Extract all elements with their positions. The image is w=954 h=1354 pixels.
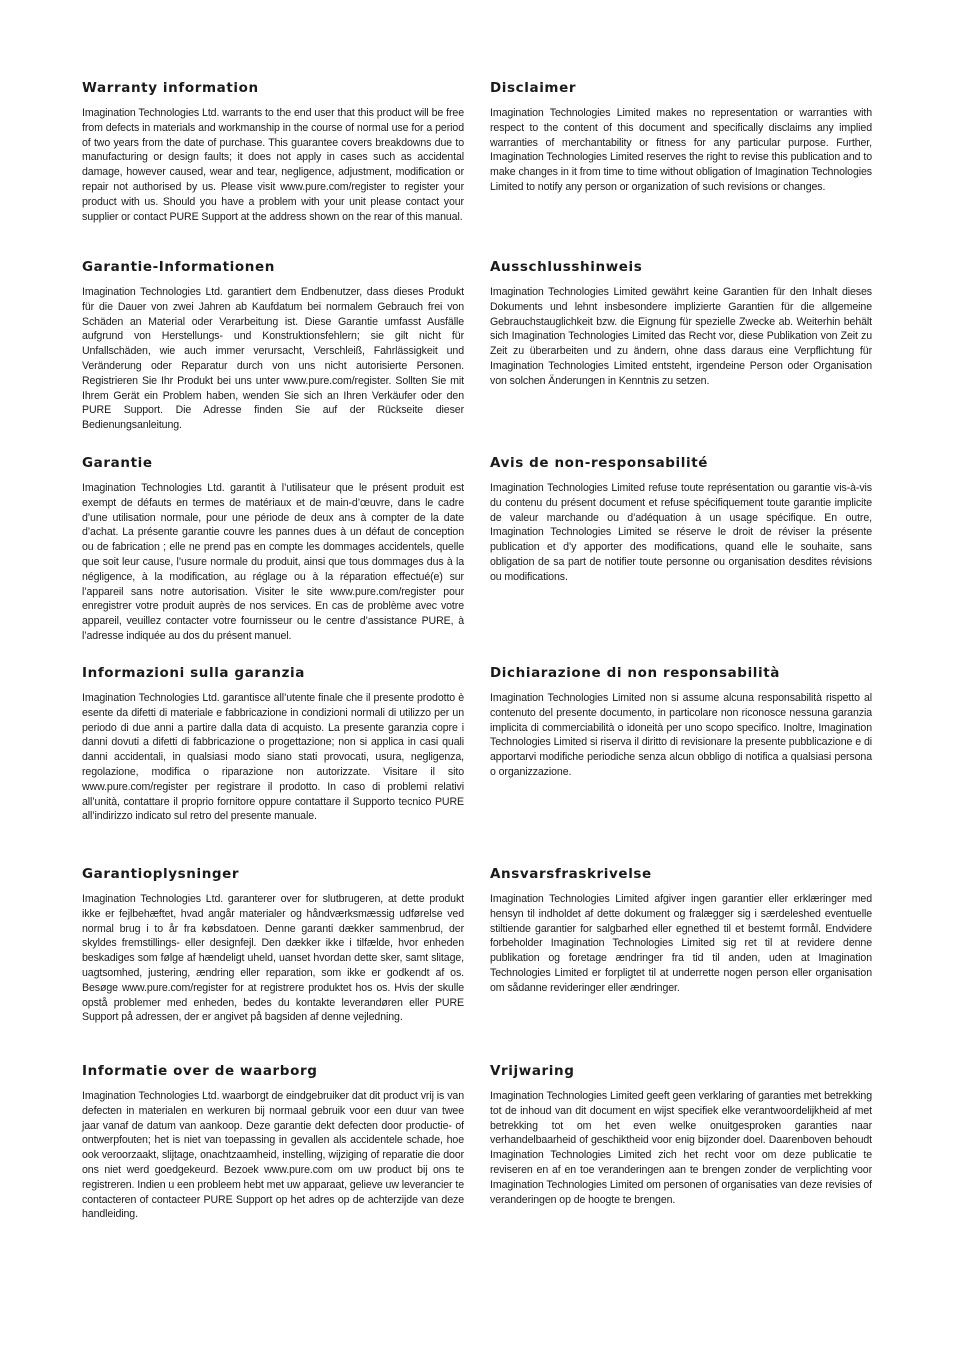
section-body: Imagination Technologies Limited non si assume alcuna responsabilità rispetto al contenuto del presente documento, in particolare non riconosce nessuna garanzia implicita di commerciabilità o idoneità per uno scopo specifico. Inoltre, Imagination Technologies Limited si riserva il diritto di revisionare la presente pubblicazione e di apportarvi modifiche periodiche senza alcun obbligo di notifica a qualsiasi persona o organizzazione.: [490, 692, 872, 778]
section-heading: Avis de non-responsabilité: [490, 455, 709, 471]
section-body: Imagination Technologies Limited makes no representation or warranties with respect to the content of this document and specifically disclaims any implied warranties of merchantability or fitness for any particular purpose. Further, Imagination Technologies Limited reserves the right to revise this publication and to make changes in it from time to time without obligation of Imagination Technologies Limited to notify any person or organization of such revisions or changes.: [490, 107, 872, 193]
section-body: Imagination Technologies Ltd. waarborgt de eindgebruiker dat dit product vrij is van defecten in materialen en werkuren bij normaal gebruik voor een duur van twee jaar vanaf de datum van aankoop. Deze garantie dekt defecten door productie- of ontwerpfouten; het is niet van toepassing in gevallen als accidentele schade, hoe ook veroorzaakt, slijtage, onachtzaamheid, instelling, wijziging of reparatie die door ons niet werd goedgekeurd. Bezoek www.pure.com om uw product bij ons te registreren. Indien u een probleem hebt met uw apparaat, gelieve uw leverancier te contacteren of contacteer PURE Support op het adres op de achterzijde van deze handleiding.: [82, 1090, 464, 1221]
section-heading: Warranty information: [82, 80, 259, 96]
section-heading: Ausschlusshinweis: [490, 259, 643, 275]
section-body: Imagination Technologies Ltd. garantiert dem Endbenutzer, dass dieses Produkt für die Dauer von zwei Jahren ab Kaufdatum bei normalem Gebrauch frei von Schäden an Material oder Verarbeitung ist. Diese Garantie umfasst Ausfälle aufgrund von Herstellungs- und Konstruktionsfehlern; sie gilt nicht für Unfallschäden, wie auch immer verursacht, Verschleiß, Fahrlässigkeit und Veränderung oder Reparatur durch von uns nicht autorisierte Personen. Registrieren Sie Ihr Produkt bei uns unter www.pure.com/register. Sollten Sie mit Ihrem Gerät ein Problem haben, wenden Sie sich an Ihren Verkäufer oder den PURE Support. Die Adresse finden Sie auf der Rückseite dieser Bedienungsanleitung.: [82, 286, 464, 432]
section-body: Imagination Technologies Ltd. garantit à l’utilisateur que le présent produit est exempt de défauts en termes de matériaux et de main-d’œuvre, dans le cadre d’une utilisation normale, pour une période de deux ans à compter de la date d’achat. La présente garantie couvre les pannes dues à un défaut de conception ou de fabrication ; elle ne prend pas en compte les dommages accidentels, quelle que soit leur cause, l’usure normale du produit, ainsi que tous dommages dus à la négligence, à la modification, au réglage ou à la réparation effectué(e) sur l’appareil sans notre autorisation. Visiter le site www.pure.com/register pour enregistrer votre produit auprès de nos services. En cas de problème avec votre appareil, veuillez contacter votre fournisseur ou le centre d’assistance PURE, à l’adresse indiquée au dos du présent manuel.: [82, 482, 464, 642]
section-disclaimer-en: [490, 80, 872, 195]
section-disclaimer-fr: [490, 455, 872, 585]
section-warranty-information-da: [82, 866, 464, 1025]
section-heading: Garantie-Informationen: [82, 259, 275, 275]
section-body: Imagination Technologies Ltd. warrants to the end user that this product will be free from defects in materials and workmanship in the course of normal use for a period of two years from the date of purchase. This guarantee covers breakdowns due to manufacturing or design faults; it does not apply in cases such as accidental damage, however caused, wear and tear, negligence, adjustment, modification or repair not authorised by us. Please visit www.pure.com/register to register your product with us. Should you have a problem with your unit please contact your supplier or contact PURE Support at the address shown on the rear of this manual.: [82, 107, 464, 223]
section-heading: Disclaimer: [490, 80, 577, 96]
section-body: Imagination Technologies Limited afgiver ingen garantier eller erklæringer med hensyn til indholdet af dette dokument og fralægger sig i særdeleshed eventuelle stiltiende garantier for salgbarhed eller egnethed til et bestemt formål. Endvidere forbeholder Imagination Technologies Limited sig ret til at revidere denne publikation og foretage ændringer fra tid til anden, uden at Imagination Technologies Limited er forpligtet til at underrette nogen person eller organisation om sådanne revideringer eller ændringer.: [490, 893, 872, 994]
section-warranty-information-fr: [82, 455, 464, 644]
section-heading: Informazioni sulla garanzia: [82, 665, 305, 681]
section-disclaimer-it: [490, 665, 872, 780]
section-body: Imagination Technologies Limited refuse toute représentation ou garantie vis-à-vis du contenu du présent document et refuse spécifiquement toute garantie implicite de valeur marchande ou d’adéquation à un usage spécifique. En outre, Imagination Technologies Limited se réserve le droit de réviser la présente publication et d’y apporter des modifications, quand elle le souhaite, sans obligation de sa part de notifier toute personne ou organisation desdites révisions ou modifications.: [490, 482, 872, 583]
section-heading: Garantie: [82, 455, 153, 471]
section-warranty-information-it: [82, 665, 464, 824]
section-disclaimer-de: [490, 259, 872, 389]
section-heading: Garantioplysninger: [82, 866, 240, 882]
section-heading: Ansvarsfraskrivelse: [490, 866, 652, 882]
section-warranty-information-de: [82, 259, 464, 433]
section-warranty-information-nl: [82, 1063, 464, 1222]
section-heading: Vrijwaring: [490, 1063, 575, 1079]
section-warranty-information-en: [82, 80, 464, 224]
section-heading: Informatie over de waarborg: [82, 1063, 318, 1079]
section-body: Imagination Technologies Limited geeft geen verklaring of garanties met betrekking tot de inhoud van dit document en wijst specifiek elke verantwoordelijkheid af met betrekking tot om het even welke onuitgesproken garanties naar verhandelbaarheid of geschiktheid voor enig bijzonder doel. Daarenboven behoudt Imagination Technologies Limited zich het recht voor om deze publicatie te reviseren en af en toe veranderingen aan te brengen zonder de verplichting voor Imagination Technologies Limited om personen of organisaties van deze revisies of veranderingen op de hoogte te brengen.: [490, 1090, 872, 1206]
section-body: Imagination Technologies Ltd. garantisce all’utente finale che il presente prodotto è esente da difetti di materiale e fabbricazione in condizioni normali di utilizzo per un periodo di due anni a partire dalla data di acquisto. La presente garanzia copre i danni dovuti a difetti di fabbricazione o progettazione; non si applica in casi quali danni accidentali, in qualsiasi modo siano stati provocati, usura, negligenza, regolazione, modifica o riparazione non autorizzate. Visitare il sito www.pure.com/register per registrare il prodotto. In caso di problemi relativi all’unità, contattare il proprio fornitore oppure contattare il Supporto tecnico PURE all’indirizzo indicato sul retro del presente manuale.: [82, 692, 464, 823]
section-body: Imagination Technologies Ltd. garanterer over for slutbrugeren, at dette produkt ikke er fejlbehæftet, hvad angår materialer og håndværksmæssig udførelse ved normal brug i to år fra købsdatoen. Denne garanti dækker sammenbrud, der skyldes fremstillings- eller designfejl. Den dækker ikke i tilfælde, hvor enheden beskadiges som følge af hændeligt uheld, uanset hvordan dette sker, samt slitage, uagtsomhed, justering, ændring eller reparation, som ikke er godkendt af os. Besøge www.pure.com/register for at registrere produktet hos os. Hvis der skulle opstå problemer med enheden, bedes du kontakte leverandøren eller PURE Support på adressen, der er angivet på bagsiden af denne vejledning.: [82, 893, 464, 1024]
section-disclaimer-da: [490, 866, 872, 996]
section-heading: Dichiarazione di non responsabilità: [490, 665, 781, 681]
section-disclaimer-nl: [490, 1063, 872, 1207]
section-body: Imagination Technologies Limited gewährt keine Garantien für den Inhalt dieses Dokuments und lehnt insbesondere implizierte Garantien für die allgemeine Gebrauchstauglichkeit bzw. die Eignung für spezielle Zwecke ab. Weiterhin behält sich Imagination Technologies Limited das Recht vor, diese Publikation von Zeit zu Zeit zu überarbeiten und zu ändern, ohne dass daraus eine Verpflichtung für Imagination Technologies Limited entsteht, irgendeine Person oder Organisation von solchen Änderungen in Kenntnis zu setzen.: [490, 286, 872, 387]
